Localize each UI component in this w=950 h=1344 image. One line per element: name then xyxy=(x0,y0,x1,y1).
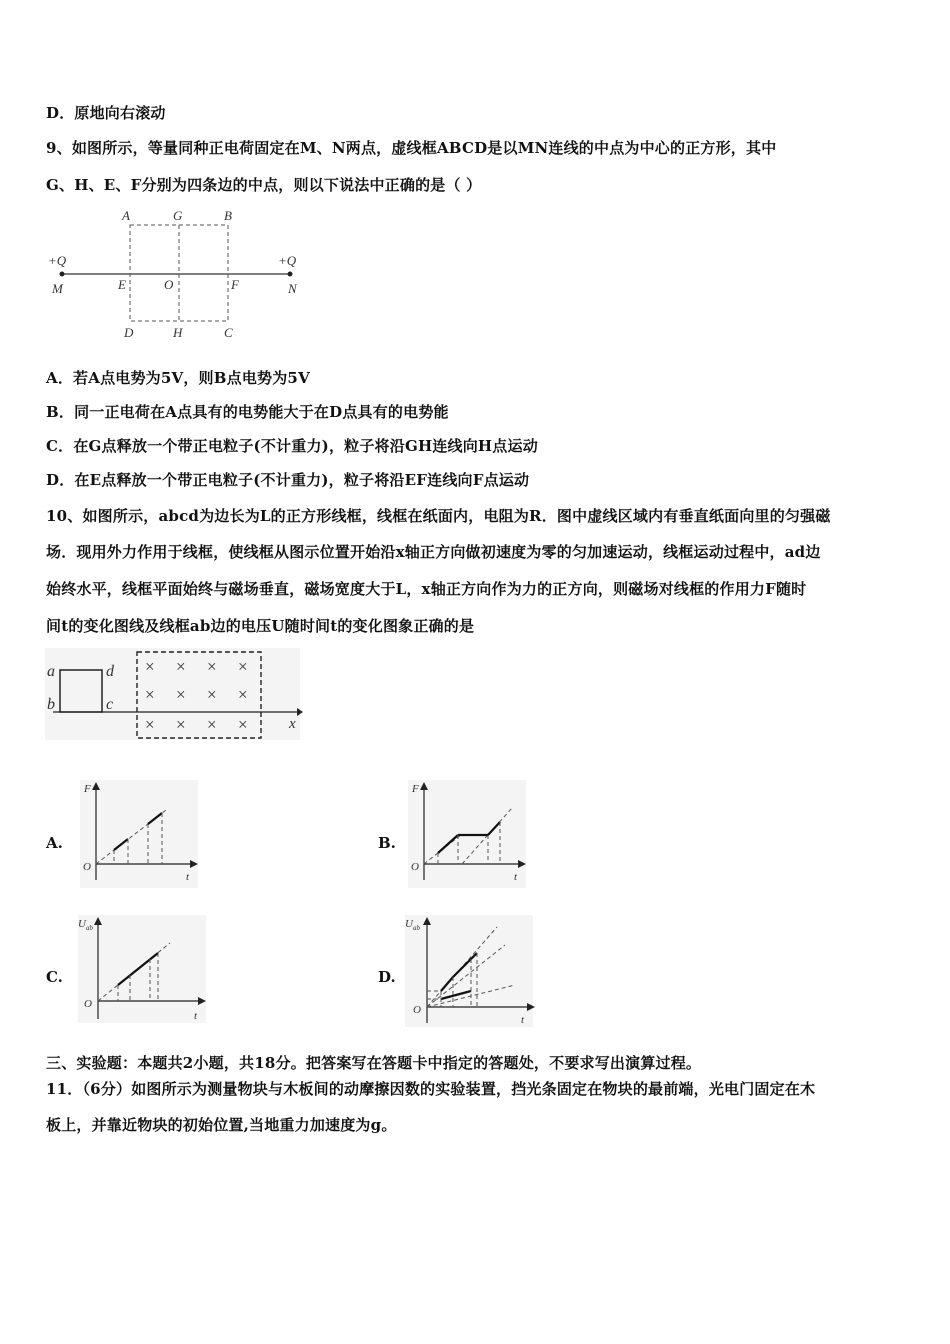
label-C: C xyxy=(224,325,233,340)
cross: × xyxy=(145,715,155,734)
label-b: b xyxy=(47,696,55,713)
label-H: H xyxy=(173,325,183,340)
label-x: x xyxy=(289,716,296,732)
svg-text:O: O xyxy=(84,998,92,1010)
q10-option-b-label: B. xyxy=(378,834,396,852)
q9-option-c: C．在G点释放一个带正电粒子(不计重力)，粒子将沿GH连线向H点运动 xyxy=(46,437,538,455)
svg-text:ab: ab xyxy=(86,924,93,932)
cross: × xyxy=(207,715,217,734)
q10-option-a-label: A. xyxy=(46,834,63,852)
svg-text:ab: ab xyxy=(413,924,420,932)
graph-a xyxy=(80,780,200,890)
label-d: d xyxy=(106,663,114,680)
q10-option-d-label: D. xyxy=(378,968,396,986)
q9-option-b: B．同一正电荷在A点具有的电势能大于在D点具有的电势能 xyxy=(46,403,449,421)
svg-text:O: O xyxy=(413,1004,421,1016)
label-D: D xyxy=(124,325,134,340)
cross: × xyxy=(145,657,155,676)
q11-line1: 11．（6分）如图所示为测量物块与木板间的动摩擦因数的实验装置，挡光条固定在物块的最前端，光电门固定在木 xyxy=(46,1080,816,1098)
label-M: M xyxy=(52,281,63,296)
svg-text:t: t xyxy=(186,871,190,883)
q9-charges-figure xyxy=(40,205,340,345)
svg-text:F: F xyxy=(84,783,91,795)
svg-text:U: U xyxy=(78,918,86,930)
label-c: c xyxy=(106,696,114,713)
cross: × xyxy=(176,685,186,704)
svg-text:F: F xyxy=(412,783,419,795)
cross: × xyxy=(238,685,248,704)
q9-stem-line1: 9、如图所示，等量同种正电荷固定在M、N两点，虚线框ABCD是以MN连线的中点为中心的正方形，其中 xyxy=(46,139,777,157)
section3-heading: 三、实验题：本题共2小题，共18分。把答案写在答题卡中指定的答题处，不要求写出演算过程。 xyxy=(46,1054,702,1072)
svg-text:t: t xyxy=(514,871,518,883)
q10-stem-line2: 场．现用外力作用于线框，使线框从图示位置开始沿x轴正方向做初速度为零的匀加速运动，线框运动过程中，ad边 xyxy=(46,543,821,561)
label-A: A xyxy=(122,208,130,223)
label-qM: +Q xyxy=(48,253,67,268)
q10-field-figure xyxy=(45,648,305,743)
svg-text:U: U xyxy=(405,918,413,930)
cross: × xyxy=(238,657,248,676)
label-a: a xyxy=(47,663,55,680)
cross: × xyxy=(145,685,155,704)
label-O: O xyxy=(164,277,174,292)
q11-line2: 板上，并靠近物块的初始位置,当地重力加速度为g。 xyxy=(46,1116,397,1134)
cross: × xyxy=(207,685,217,704)
label-N: N xyxy=(288,281,297,296)
label-F: F xyxy=(231,277,239,292)
svg-text:t: t xyxy=(194,1010,198,1022)
cross: × xyxy=(238,715,248,734)
svg-text:t: t xyxy=(521,1014,525,1026)
q10-stem-line1: 10、如图所示，abcd为边长为L的正方形线框，线框在纸面内，电阻为R．图中虚线区域内有垂直纸面向里的匀强磁 xyxy=(46,507,831,525)
graph-d xyxy=(405,915,535,1030)
q10-stem-line3: 始终水平，线框平面始终与磁场垂直，磁场宽度大于L，x轴正方向作为力的正方向，则磁场对线框的作用力F随时 xyxy=(46,580,807,598)
label-qN: +Q xyxy=(278,253,297,268)
cross: × xyxy=(176,657,186,676)
label-G: G xyxy=(173,208,183,223)
label-B: B xyxy=(224,208,232,223)
graph-b xyxy=(408,780,528,890)
label-E: E xyxy=(118,277,126,292)
cross: × xyxy=(176,715,186,734)
graph-c xyxy=(78,915,208,1025)
q9-option-a: A．若A点电势为5V，则B点电势为5V xyxy=(46,369,310,387)
q9-option-d: D．在E点释放一个带正电粒子(不计重力)，粒子将沿EF连线向F点运动 xyxy=(46,471,530,489)
cross: × xyxy=(207,657,217,676)
q10-stem-line4: 间t的变化图线及线框ab边的电压U随时间t的变化图象正确的是 xyxy=(46,617,475,635)
svg-text:O: O xyxy=(83,861,91,873)
q9-stem-line2: G、H、E、F分别为四条边的中点，则以下说法中正确的是（ ） xyxy=(46,176,482,194)
q8-option-d: D．原地向右滚动 xyxy=(46,104,166,122)
q10-option-c-label: C. xyxy=(46,968,63,986)
svg-text:O: O xyxy=(411,861,419,873)
